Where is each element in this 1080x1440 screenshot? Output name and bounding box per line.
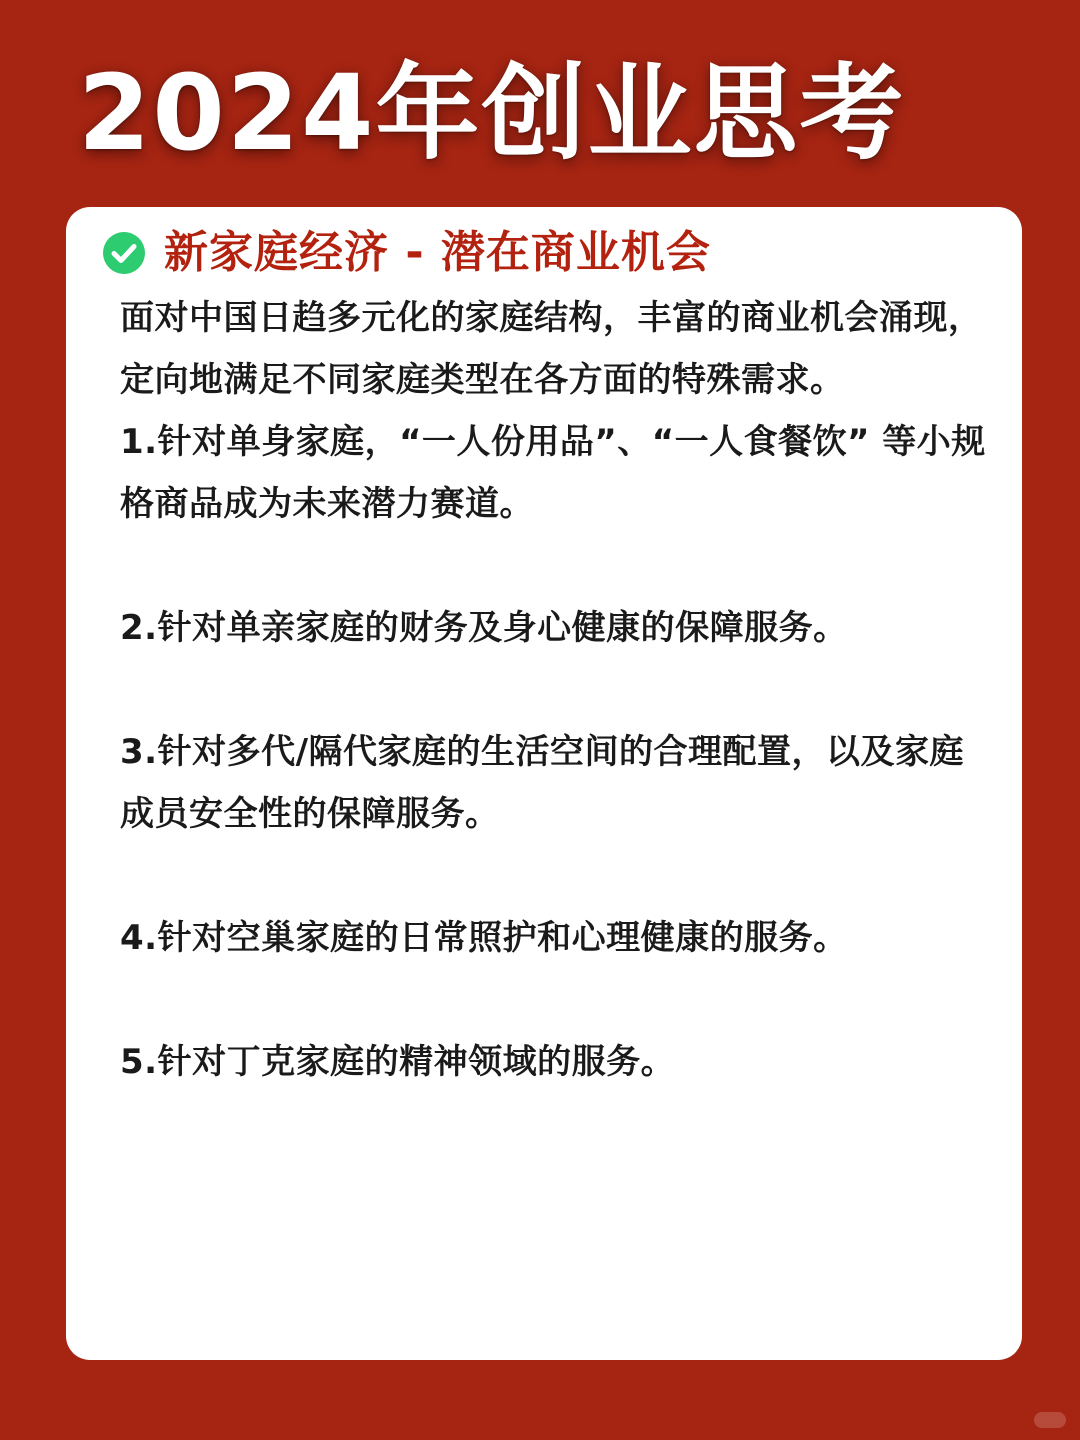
body-text: [120, 287, 990, 1093]
spacer: [120, 535, 990, 597]
spacer: [120, 659, 990, 721]
intro-paragraph: 面对中国日趋多元化的家庭结构，丰富的商业机会涌现，定向地满足不同家庭类型在各方面的特殊需求。: [120, 298, 983, 400]
watermark-logo: [1034, 1412, 1066, 1428]
list-item: 3.针对多代/隔代家庭的生活空间的合理配置，以及家庭成员安全性的保障服务。: [120, 732, 964, 834]
spacer: [120, 969, 990, 1031]
section-header: [102, 225, 711, 281]
spacer: [120, 845, 990, 907]
list-item: 2.针对单亲家庭的财务及身心健康的保障服务。: [120, 608, 848, 648]
check-circle-icon: [102, 231, 146, 275]
page-title: 2024年创业思考: [78, 52, 906, 174]
content-card: [66, 207, 1022, 1360]
list-item: 4.针对空巢家庭的日常照护和心理健康的服务。: [120, 918, 848, 958]
list-item: 1.针对单身家庭，“一人份用品”、“一人食餐饮” 等小规格商品成为未来潜力赛道。: [120, 422, 986, 524]
list-item: 5.针对丁克家庭的精神领域的服务。: [120, 1042, 676, 1082]
section-title: 新家庭经济 - 潜在商业机会: [164, 227, 711, 278]
